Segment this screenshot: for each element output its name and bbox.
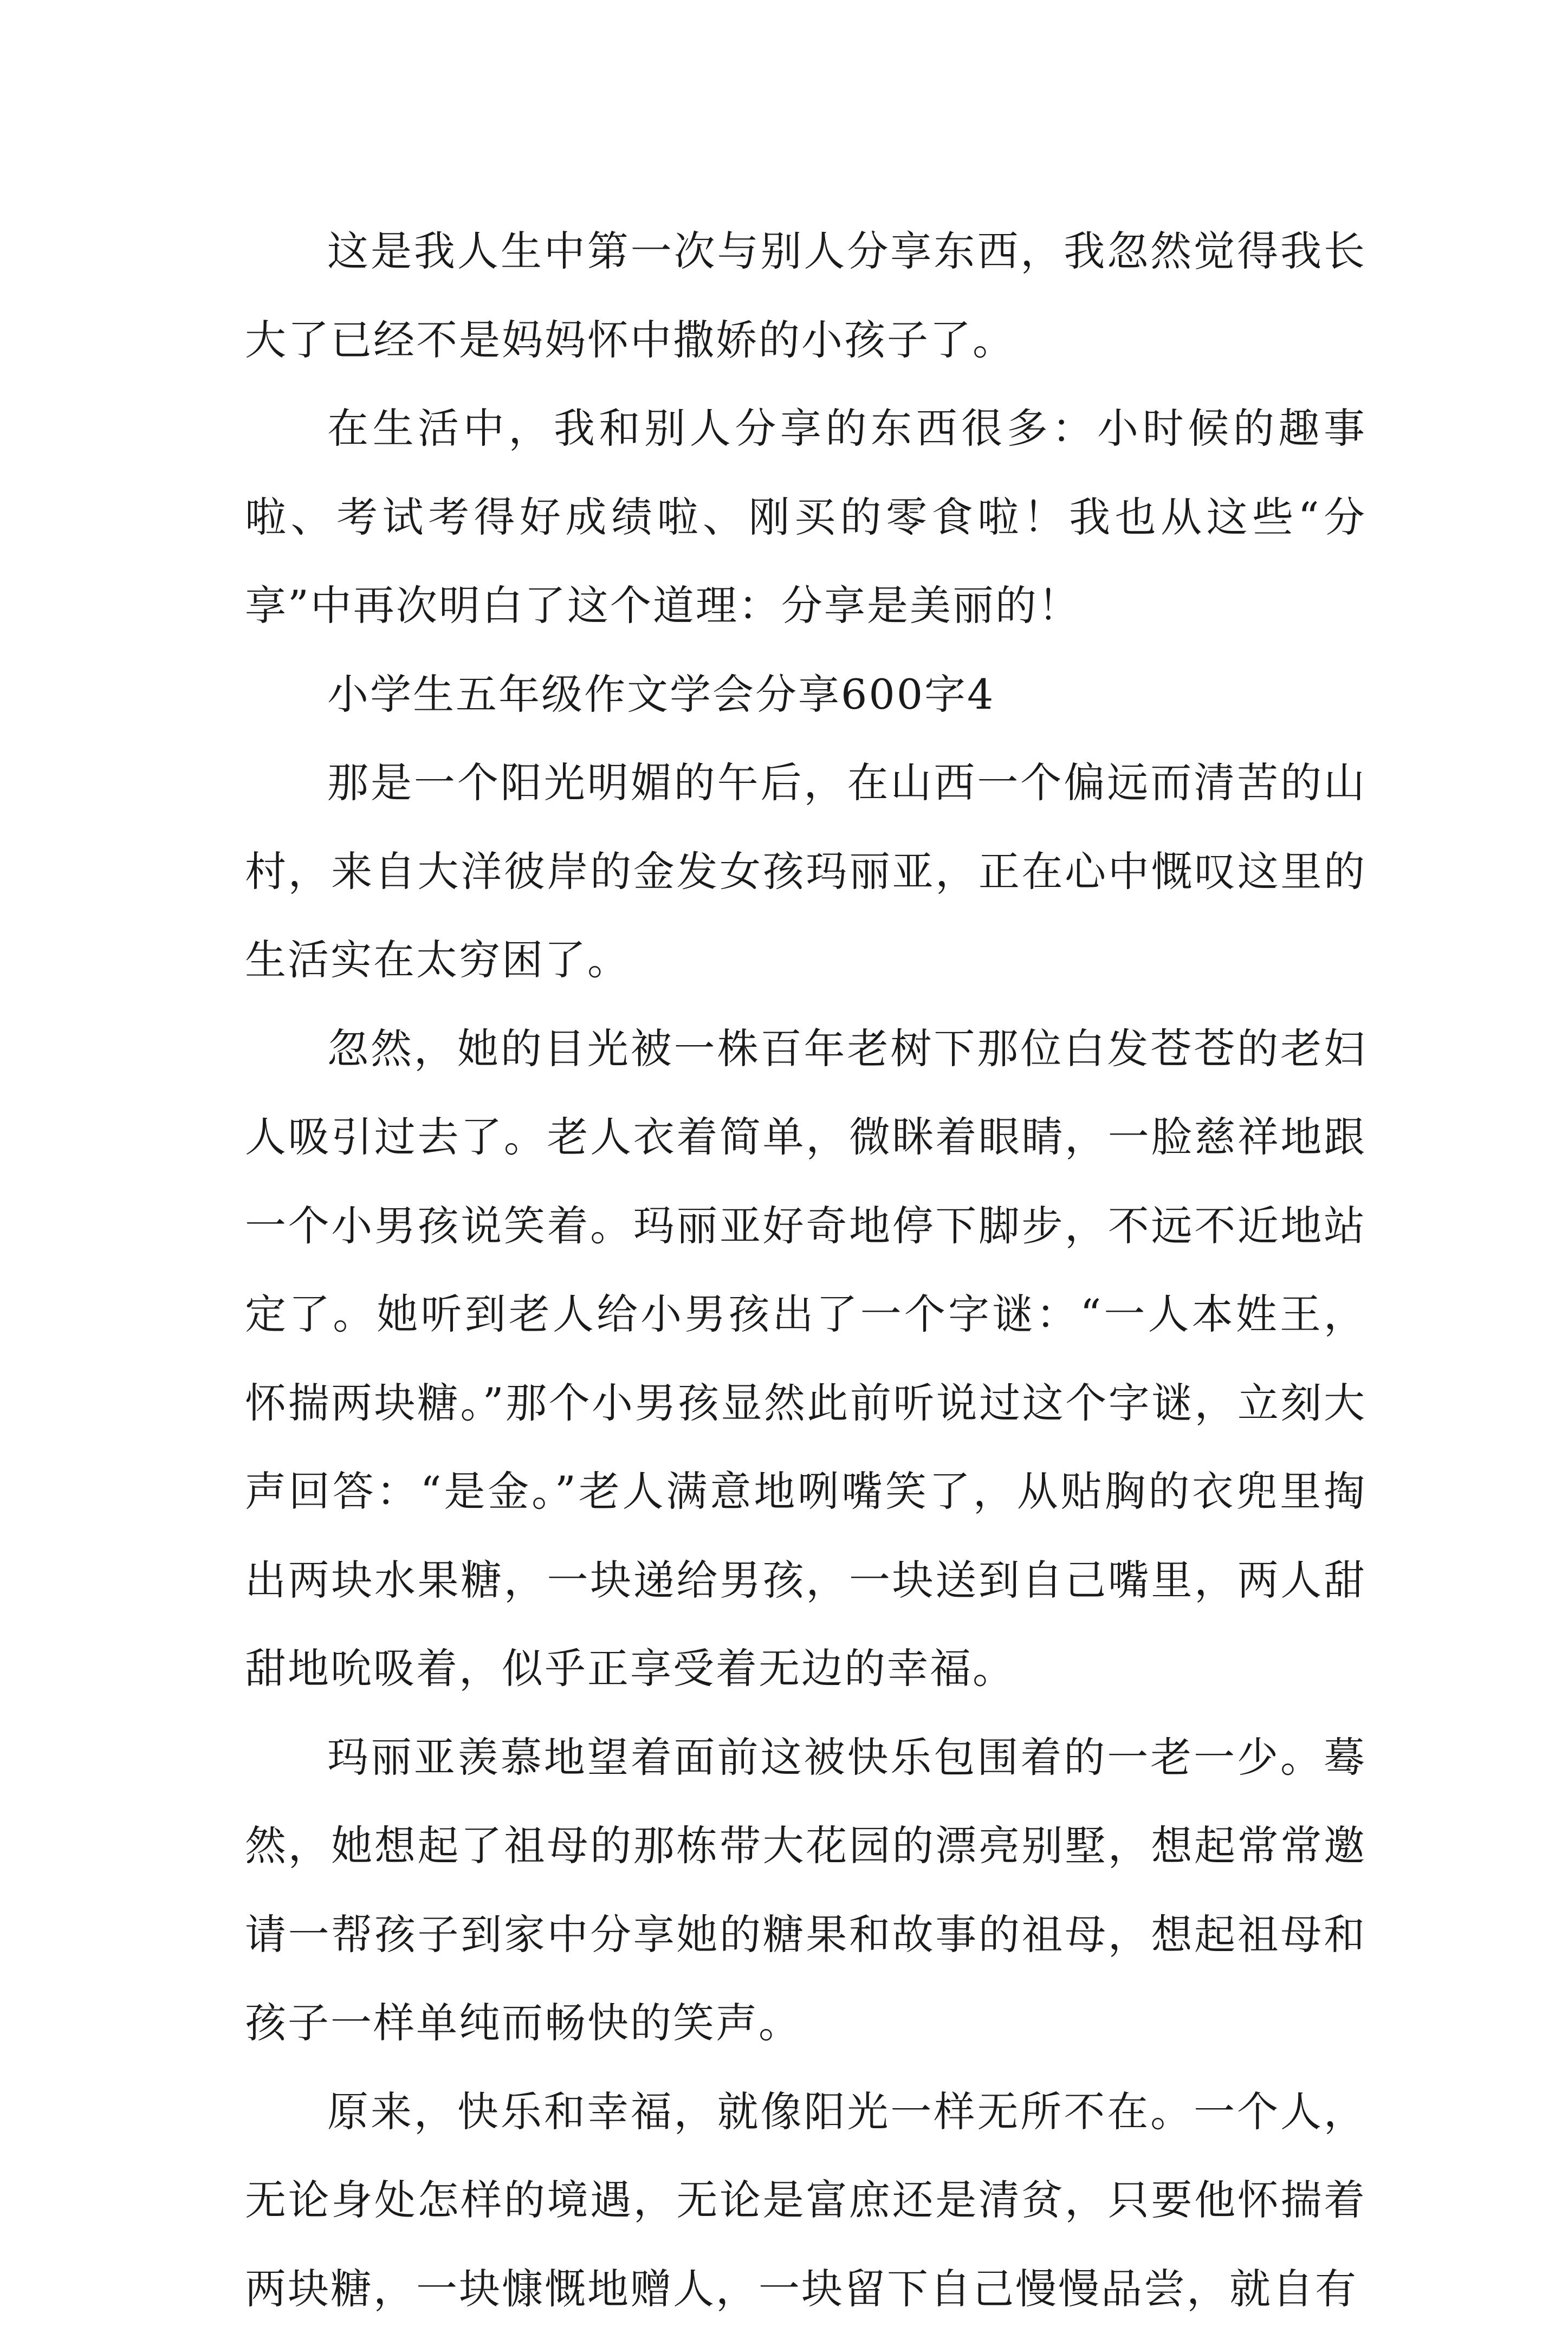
paragraph-maria-grandmother: 玛丽亚羡慕地望着面前这被快乐包围着的一老一少。蓦然，她想起了祖母的那栋带大花园的漂亮别墅，想起常常邀请一帮孩子到家中分享她的糖果和故事的祖母，想起祖母和孩子一样单纯而畅快的笑声。 [245,1713,1366,2068]
section-heading: 小学生五年级作文学会分享600字4 [245,650,1366,739]
document-body [245,207,1366,2333]
paragraph-mountain-village: 那是一个阳光明媚的午后，在山西一个偏远而清苦的山村，来自大洋彼岸的金发女孩玛丽亚，正在心中慨叹这里的生活实在太穷困了。 [245,738,1366,1005]
paragraph-old-woman-riddle: 忽然，她的目光被一株百年老树下那位白发苍苍的老妇人吸引过去了。老人衣着简单，微眯着眼睛，一脸慈祥地跟一个小男孩说笑着。玛丽亚好奇地停下脚步，不远不近地站定了。她听到老人给小男孩出了一个字谜：“一人本姓王，怀揣两块糖。”那个小男孩显然此前听说过这个字谜，立刻大声回答：“是金。”老人满意地咧嘴笑了，从贴胸的衣兜里掏出两块水果糖，一块递给男孩，一块送到自己嘴里，两人甜甜地吮吸着，似乎正享受着无边的幸福。 [245,1005,1366,1713]
paragraph-sharing-first-time: 这是我人生中第一次与别人分享东西，我忽然觉得我长大了已经不是妈妈怀中撒娇的小孩子了。 [245,207,1366,384]
paragraph-happiness-like-sunshine: 原来，快乐和幸福，就像阳光一样无所不在。一个人，无论身处怎样的境遇，无论是富庶还是清贫，只要他怀揣着两块糖，一块慷慨地赠人，一块留下自己慢慢品尝，就自有 [245,2068,1366,2333]
paragraph-sharing-in-life: 在生活中，我和别人分享的东西很多：小时候的趣事啦、考试考得好成绩啦、刚买的零食啦！我也从这些“分享”中再次明白了这个道理：分享是美丽的！ [245,384,1366,650]
